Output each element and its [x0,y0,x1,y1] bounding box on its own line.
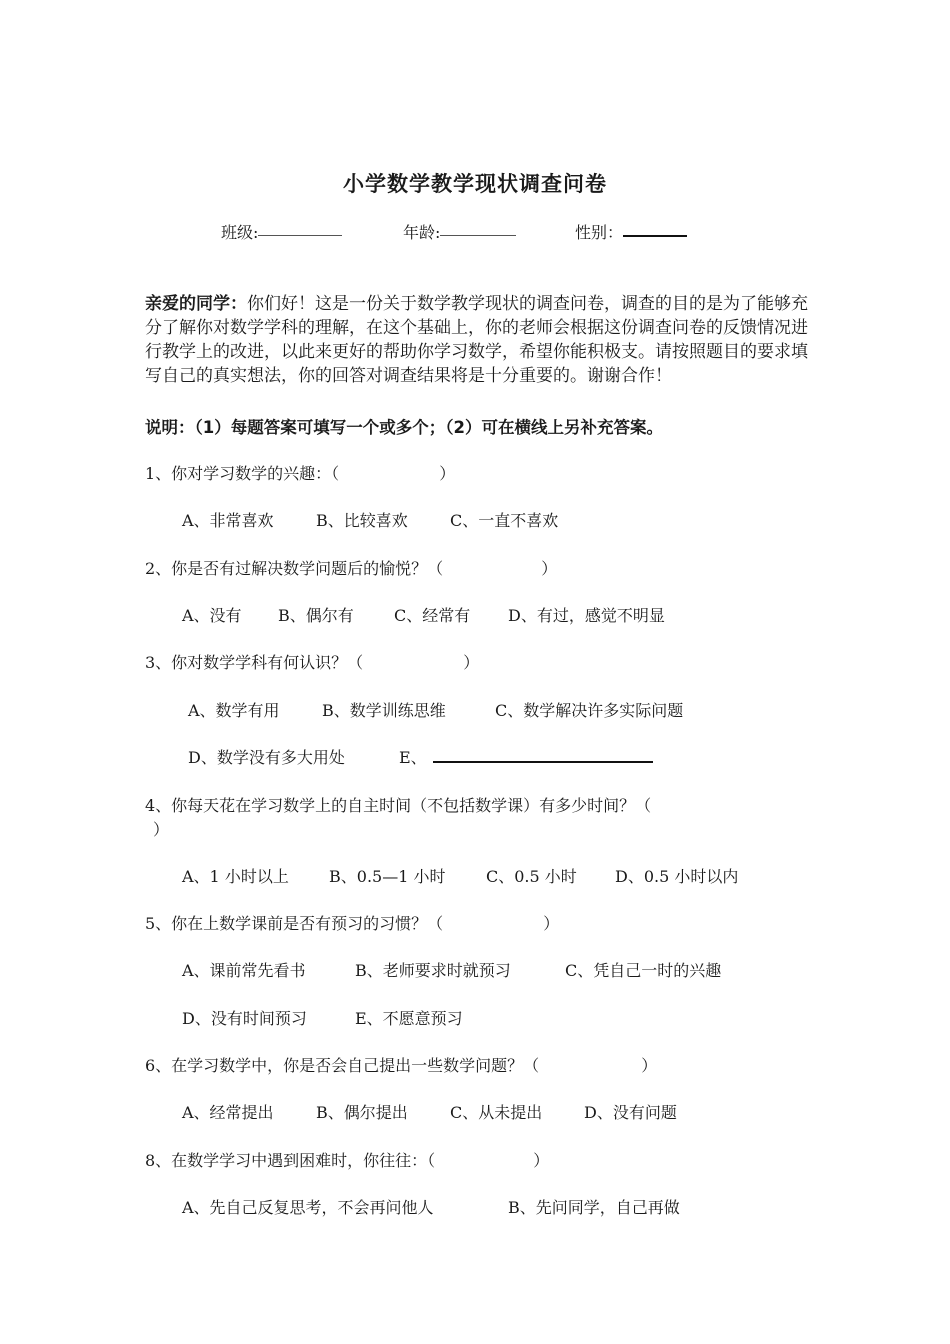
intro-body: 你们好！这是一份关于数学教学现状的调查问卷，调查的目的是为了能够充分了解你对数学学科的理解，在这个基础上，你的老师会根据这份调查问卷的反馈情况进行教学上的改进，以此来更好的帮助你学习数学，希望你能积极支。请按照题目的要求填写自己的真实想法，你的回答对调查结果将是十分重要的。谢谢合作！ [145,294,808,386]
option[interactable]: D、数学没有多大用处 [188,748,345,767]
intro-paragraph [145,292,813,388]
option[interactable]: C、数学解决许多实际问题 [495,701,684,720]
question-4-continuation [145,817,169,840]
option[interactable]: A、经常提出 [182,1103,274,1122]
close-paren: ） [541,559,558,578]
question-5 [145,911,559,934]
option[interactable]: A、数学有用 [188,701,280,720]
option[interactable]: B、老师要求时就预习 [355,961,511,980]
option[interactable]: B、偶尔提出 [316,1103,408,1122]
option[interactable]: B、0.5—1 小时 [329,867,446,886]
close-paren: ） [533,1151,550,1170]
gender-blank[interactable] [623,220,687,237]
option[interactable]: D、有过，感觉不明显 [508,606,665,625]
option[interactable]: A、课前常先看书 [182,961,306,980]
gender-field[interactable] [575,220,623,243]
instructions-note: 说明：（1）每题答案可填写一个或多个；（2）可在横线上另补充答案。 [145,418,663,437]
option[interactable]: C、凭自己一时的兴趣 [565,961,722,980]
close-paren: ） [543,914,560,933]
question-2 [145,556,557,579]
option[interactable]: B、偶尔有 [278,606,354,625]
gender-label: 性别： [575,223,624,242]
option[interactable]: C、从未提出 [450,1103,543,1122]
class-label: 班级: [221,223,259,242]
question-text: 4、你每天花在学习数学上的自主时间（不包括数学课）有多少时间？（ [145,796,652,815]
class-blank[interactable] [258,220,342,236]
question-text: 8、在数学学习中遇到困难时，你往往：（ [145,1151,436,1170]
age-label: 年龄: [403,223,441,242]
option[interactable]: D、没有时间预习 [182,1009,307,1028]
question-text: 3、你对数学学科有何认识？（ [145,653,364,672]
option[interactable]: C、一直不喜欢 [450,511,559,530]
question-text: 2、你是否有过解决数学问题后的愉悦？（ [145,559,444,578]
question-1 [145,461,455,484]
option[interactable]: B、比较喜欢 [316,511,408,530]
option[interactable]: A、1 小时以上 [182,867,289,886]
option[interactable]: A、没有 [182,606,242,625]
question-8 [145,1148,549,1171]
age-blank[interactable] [440,220,516,236]
page-title: 小学数学教学现状调查问卷 [343,172,607,196]
option[interactable]: E、不愿意预习 [355,1009,463,1028]
option[interactable]: A、先自己反复思考，不会再问他人 [182,1198,434,1217]
option-other[interactable] [399,745,653,768]
close-paren: ） [463,653,480,672]
option[interactable]: B、数学训练思维 [322,701,446,720]
class-field[interactable] [221,220,258,243]
question-text: 1、你对学习数学的兴趣：（ [145,464,340,483]
option-label: E、 [399,748,427,767]
question-4 [145,793,651,816]
close-paren: ） [439,464,456,483]
option[interactable]: C、经常有 [394,606,471,625]
student-info-row [0,220,950,246]
option[interactable]: A、非常喜欢 [182,511,274,530]
option[interactable]: D、0.5 小时以内 [615,867,739,886]
age-field[interactable] [403,220,440,243]
question-6 [145,1053,657,1076]
close-paren: ） [641,1056,658,1075]
option[interactable]: D、没有问题 [584,1103,677,1122]
close-paren: ） [153,820,170,839]
question-text: 6、在学习数学中，你是否会自己提出一些数学问题？（ [145,1056,540,1075]
option[interactable]: C、0.5 小时 [486,867,577,886]
other-answer-line[interactable] [433,746,653,763]
option[interactable]: B、先问同学，自己再做 [508,1198,680,1217]
question-text: 5、你在上数学课前是否有预习的习惯？（ [145,914,444,933]
question-3 [145,650,479,673]
intro-greeting: 亲爱的同学： [145,294,247,314]
